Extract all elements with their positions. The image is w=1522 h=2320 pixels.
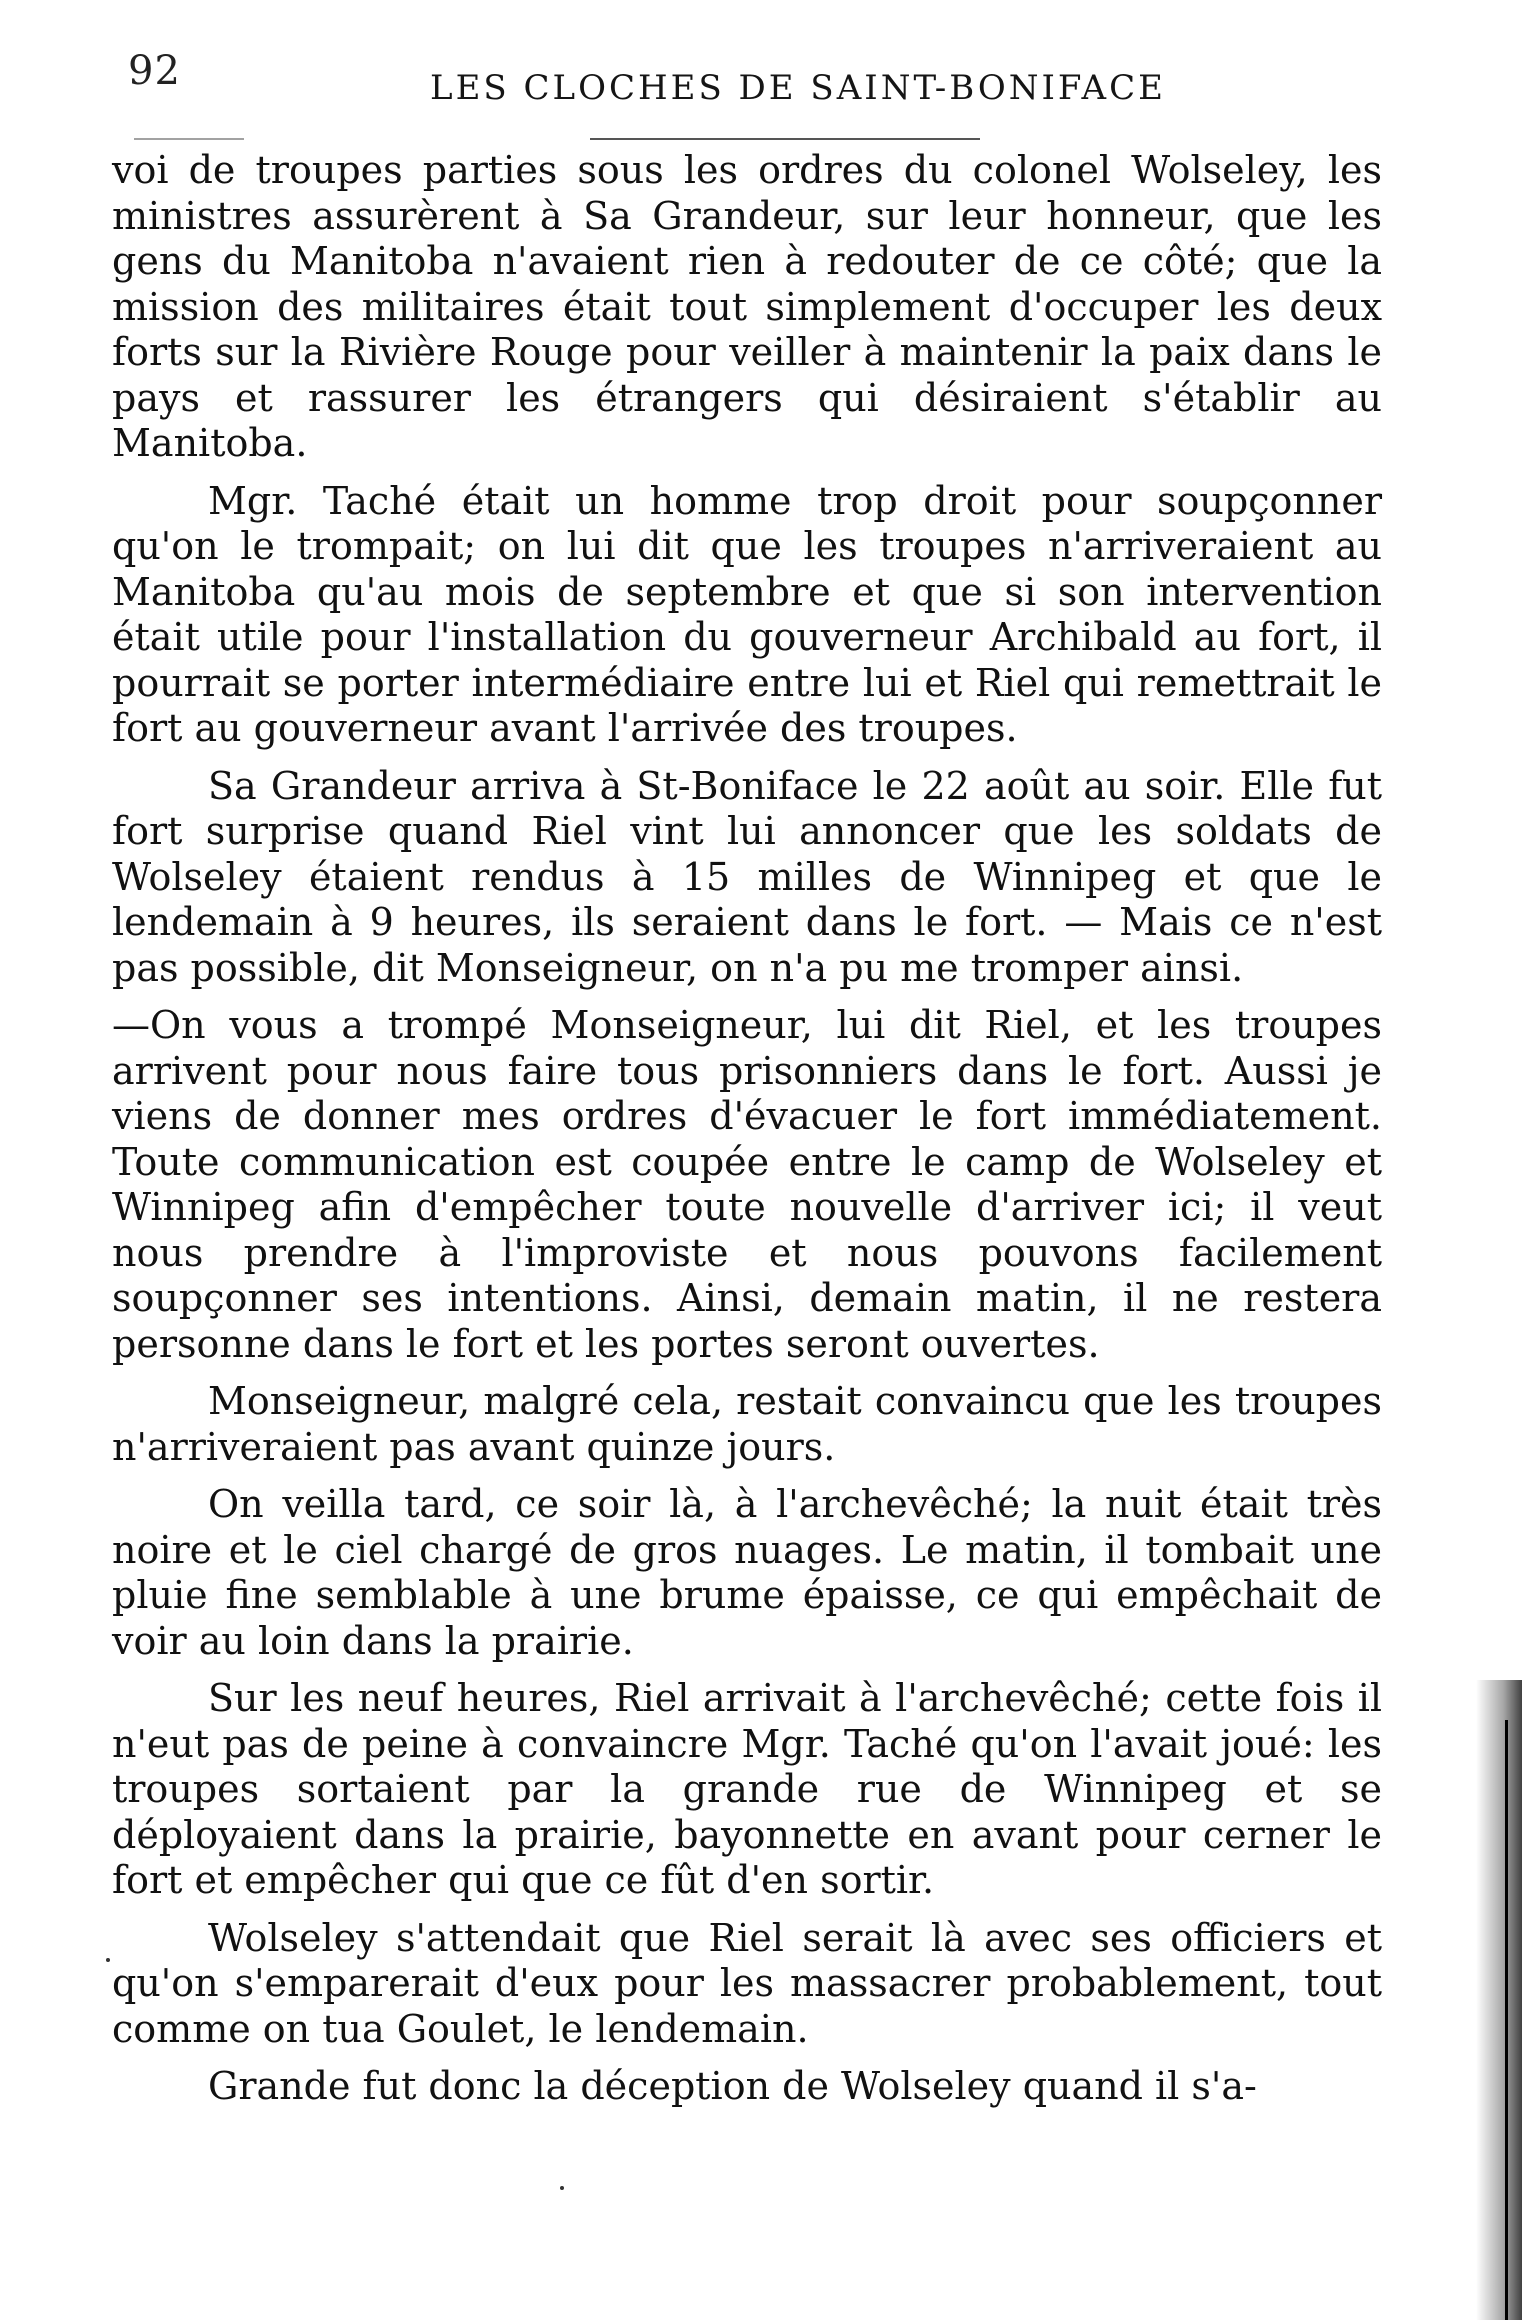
page-edge-shadow [1476, 1680, 1522, 2320]
running-head: LES CLOCHES DE SAINT-BONIFACE [430, 68, 1166, 108]
ink-speck [106, 1958, 110, 1962]
paragraph: Grande fut donc la déception de Wolseley quand il s'a- [208, 2064, 1257, 2108]
body-text [112, 148, 1382, 2122]
page-number: 92 [128, 48, 181, 94]
paragraph: Sa Grandeur arriva à St-Boniface le 22 août au soir. Elle fut fort surprise quand Riel vint lui annoncer que les soldats de Wolseley étaient rendus à 15 milles de Winnipeg et que le lendemain à 9 heures, ils seraient dans le fort. — Mais ce n'est pas possible, dit Monseigneur, on n'a pu me tromper ainsi. [112, 763, 1382, 990]
ink-speck [560, 2186, 564, 2190]
paragraph: Mgr. Taché était un homme trop droit pour soupçonner qu'on le trompait; on lui dit que les troupes n'arriveraient au Manitoba qu'au mois de septembre et que si son intervention était utile pour l'installation du gouverneur Archibald au fort, il pourrait se porter intermédiaire entre lui et Riel qui remettrait le fort au gouverneur avant l'arrivée des troupes. [112, 478, 1382, 750]
paragraph: Sur les neuf heures, Riel arrivait à l'archevêché; cette fois il n'eut pas de peine à convaincre Mgr. Taché qu'on l'avait joué: les troupes sortaient par la grande rue de Winnipeg et se déployaient dans la prairie, bayonnette en avant pour cerner le fort et empêcher qui que ce fût d'en sortir. [112, 1676, 1382, 1902]
header-rule-right [590, 138, 980, 140]
paragraph: —On vous a trompé Monseigneur, lui dit Riel, et les troupes arrivent pour nous faire tous prisonniers dans le fort. Aussi je viens de donner mes ordres d'évacuer le fort immédiatement. Toute communication est coupée entre le camp de Wolseley et Winnipeg afin d'empêcher toute nouvelle d'arriver ici; il veut nous prendre à l'improviste et nous pouvons facilement soupçonner ses intentions. Ainsi, demain matin, il ne restera personne dans le fort et les portes seront ouvertes. [112, 1003, 1382, 1366]
header-rule-left [134, 138, 244, 140]
paragraph: Monseigneur, malgré cela, restait convaincu que les troupes n'arriveraient pas avant quinze jours. [112, 1379, 1382, 1469]
paragraph: Wolseley s'attendait que Riel serait là avec ses officiers et qu'on s'emparerait d'eux pour les massacrer probablement, tout comme on tua Goulet, le lendemain. [112, 1915, 1382, 2051]
paragraph: voi de troupes parties sous les ordres du colonel Wolseley, les ministres assurèrent à Sa Grandeur, sur leur honneur, que les gens du Manitoba n'avaient rien à redouter de ce côté; que la mission des militaires était tout simplement d'occuper les deux forts sur la Rivière Rouge pour veiller à maintenir la paix dans le pays et rassurer les étrangers qui désiraient s'établir au Manitoba. [112, 148, 1382, 465]
paragraph: On veilla tard, ce soir là, à l'archevêché; la nuit était très noire et le ciel chargé de gros nuages. Le matin, il tombait une pluie fine semblable à une brume épaisse, ce qui empêchait de voir au loin dans la prairie. [112, 1482, 1382, 1663]
page-edge-line [1505, 1720, 1508, 2320]
